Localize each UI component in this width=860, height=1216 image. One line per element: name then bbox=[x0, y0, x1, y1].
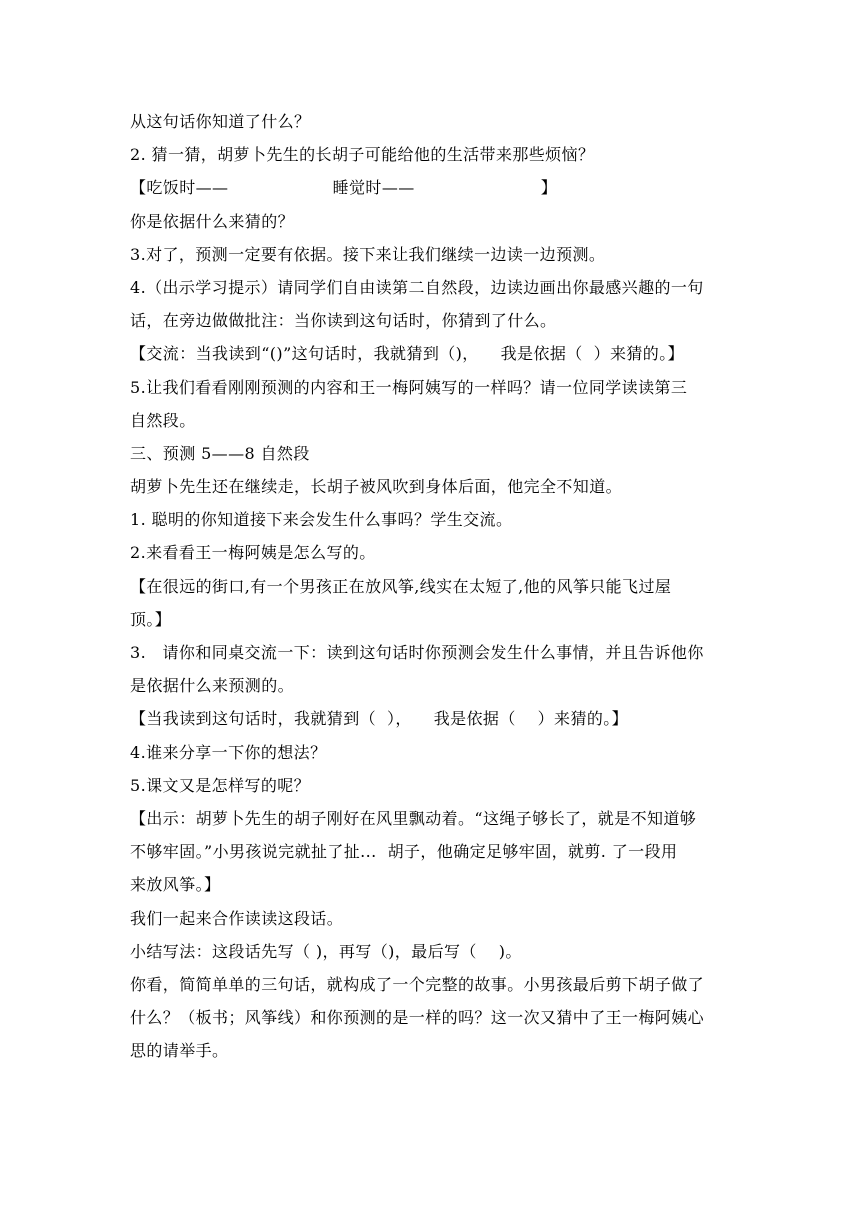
text-line: 胡萝卜先生还在继续走，长胡子被风吹到身体后面，他完全不知道。 bbox=[130, 477, 623, 497]
text-line: 小结写法：这段话先写（ )，再写（)，最后写（ )。 bbox=[130, 941, 522, 961]
text-line: 3. 请你和同桌交流一下：读到这句话时你预测会发生什么事情，并且告诉他你 bbox=[130, 643, 704, 662]
section-heading: 三、预测 5——8 自然段 bbox=[130, 443, 310, 463]
text-line: 自然段。 bbox=[130, 410, 196, 430]
text-line: 4.谁来分享一下你的想法？ bbox=[130, 742, 327, 762]
text-line: 5.让我们看看刚刚预测的内容和王一梅阿姨写的一样吗？请一位同学读读第三 bbox=[130, 377, 688, 397]
text-line: 【交流：当我读到“()”这句话时，我就猜到（)， 我是依据（ ）来猜的。】 bbox=[130, 344, 685, 364]
text-line: 从这句话你知道了什么？ bbox=[130, 112, 311, 131]
text-line: 2.来看看王一梅阿姨是怎么写的。 bbox=[130, 543, 376, 563]
text-line: 你是依据什么来猜的？ bbox=[130, 211, 295, 231]
text-line: 1. 聪明的你知道接下来会发生什么事吗？学生交流。 bbox=[130, 510, 513, 530]
text-line: 是依据什么来预测的。 bbox=[130, 676, 295, 696]
text-line: 【吃饭时—— 睡觉时—— 】 bbox=[130, 178, 558, 198]
text-line: 话，在旁边做做批注：当你读到这句话时，你猜到了什么。 bbox=[130, 311, 557, 331]
text-line: 【出示：胡萝卜先生的胡子刚好在风里飘动着。“这绳子够长了，就是不知道够 bbox=[130, 808, 697, 828]
text-line: 4.（出示学习提示）请同学们自由读第二自然段，边读边画出你最感兴趣的一句 bbox=[130, 277, 704, 297]
document-page bbox=[130, 105, 735, 1067]
text-line: 我们一起来合作读读这段话。 bbox=[130, 908, 344, 928]
text-line: 思的请举手。 bbox=[130, 1041, 229, 1061]
text-line: 【当我读到这句话时，我就猜到（ ）， 我是依据（ ）来猜的。】 bbox=[130, 709, 629, 729]
text-line: 顶。】 bbox=[130, 609, 172, 629]
text-line: 你看，简简单单的三句话，就构成了一个完整的故事。小男孩最后剪下胡子做了 bbox=[130, 974, 705, 994]
text-line: 什么？（板书；风筝线）和你预测的是一样的吗？这一次又猜中了王一梅阿姨心 bbox=[130, 1008, 705, 1028]
text-line: 【在很远的街口,有一个男孩正在放风筝,线实在太短了,他的风筝只能飞过屋 bbox=[130, 576, 672, 596]
text-line: 2. 猜一猜，胡萝卜先生的长胡子可能给他的生活带来那些烦恼？ bbox=[130, 145, 595, 165]
text-line: 不够牢固。”小男孩说完就扯了扯... 胡子，他确定足够牢固，就剪. 了一段用 bbox=[130, 842, 678, 862]
text-line: 5.课文又是怎样写的呢？ bbox=[130, 775, 311, 795]
text-line: 3.对了，预测一定要有依据。接下来让我们继续一边读一边预测。 bbox=[130, 244, 606, 264]
text-line: 来放风筝。】 bbox=[130, 875, 221, 895]
